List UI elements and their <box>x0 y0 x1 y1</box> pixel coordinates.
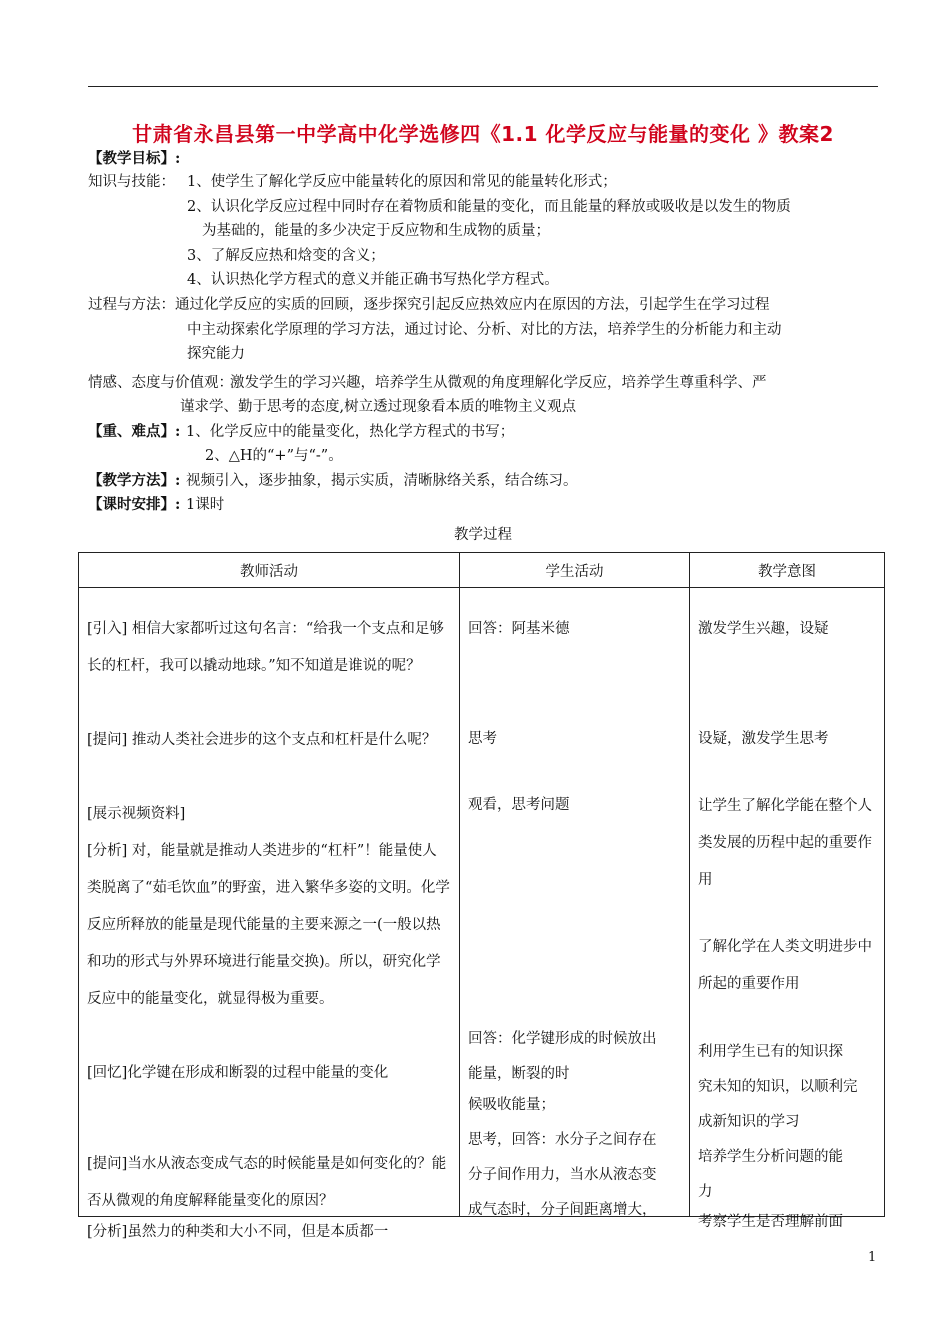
header-teaching-intent: 教学意图 <box>690 553 885 588</box>
method-text: 视频引入，逐步抽象，揭示实质，清晰脉络关系，结合练习。 <box>186 473 578 489</box>
intent-5-line-1: 利用学生已有的知识探 <box>698 1044 843 1060</box>
knowledge-item-1: 1、使学生了解化学反应中能量转化的原因和常见的能量转化形式； <box>187 174 617 190</box>
teacher-activity-cell <box>79 588 460 1240</box>
intent-2: 设疑，激发学生思考 <box>698 731 829 747</box>
student-activity-cell <box>460 588 690 1217</box>
header-student-activity: 学生活动 <box>460 553 690 588</box>
teacher-analysis-2: [分析]虽然力的种类和大小不同，但是本质都一 <box>87 1224 389 1240</box>
knowledge-label: 知识与技能： <box>88 174 175 190</box>
emotion-line-2: 谨求学、勤于思考的态度,树立透过现象看本质的唯物主义观点 <box>180 399 577 415</box>
student-answer-2-line-2: 能量，断裂的时 <box>468 1066 570 1082</box>
header-rule <box>88 86 878 87</box>
intent-6-line-2: 力 <box>698 1184 713 1200</box>
page-number: 1 <box>868 1250 877 1265</box>
student-answer-2-line-1: 回答：化学键形成的时候放出 <box>468 1031 657 1047</box>
process-label: 过程与方法： <box>88 297 175 313</box>
key-points-line-1: 1、化学反应中的能量变化，热化学方程式的书写； <box>186 424 515 440</box>
table-title: 教学过程 <box>454 527 512 543</box>
intent-4: 了解化学在人类文明进步中所起的重要作用 <box>698 939 872 992</box>
student-answer-3-line-1: 思考，回答：水分子之间存在 <box>468 1132 657 1148</box>
teacher-video: [展示视频资料] <box>87 806 186 822</box>
emotion-line-1: 激发学生的学习兴趣，培养学生从微观的角度理解化学反应，培养学生尊重科学、严 <box>230 375 767 391</box>
teacher-question-2: [提问]当水从液态变成气态的时候能量是如何变化的？能否从微观的角度解释能量变化的原因？ <box>87 1156 447 1209</box>
schedule-text: 1课时 <box>186 497 225 513</box>
teacher-analysis-1: [分析] 对，能量就是推动人类进步的“杠杆”！能量使人类脱离了“茹毛饮血”的野蛮，进入繁华多姿的文明。化学反应所释放的能量是现代能量的主要来源之一(一般以热和功的形式与外界环境进行能量交换)。所以，研究化学反应中的能量变化，就显得极为重要。 <box>87 843 450 1007</box>
key-points-line-2: 2、△H的“+”与“-”。 <box>205 448 343 464</box>
teacher-question-1: [提问] 推动人类社会进步的这个支点和杠杆是什么呢？ <box>87 732 437 748</box>
teaching-process-table <box>78 552 885 1240</box>
process-line-3: 探究能力 <box>187 346 245 362</box>
method-label: 【教学方法】: <box>88 472 181 489</box>
intent-7-line-1: 考察学生是否理解前面 <box>698 1214 843 1230</box>
intent-3: 让学生了解化学能在整个人类发展的历程中起的重要作用 <box>698 798 872 888</box>
document-title: 甘肃省永昌县第一中学高中化学选修四《1.1 化学反应与能量的变化 》教案2 <box>132 122 834 146</box>
knowledge-item-4: 4、认识热化学方程式的意义并能正确书写热化学方程式。 <box>187 272 559 288</box>
intent-5-line-2: 究未知的知识，以顺利完 <box>698 1079 858 1095</box>
student-answer-2-line-3: 候吸收能量； <box>468 1097 555 1113</box>
schedule-label: 【课时安排】: <box>88 496 181 513</box>
header-teacher-activity: 教师活动 <box>79 553 460 588</box>
emotion-label: 情感、态度与价值观： <box>88 375 233 391</box>
knowledge-item-2: 2、认识化学反应过程中同时存在着物质和能量的变化，而且能量的释放或吸收是以发生的物质 <box>187 199 791 215</box>
student-answer-3-line-2: 分子间作用力，当水从液态变 <box>468 1167 657 1183</box>
student-answer-1: 回答：阿基米德 <box>468 621 570 637</box>
objectives-heading: 【教学目标】: <box>88 150 181 167</box>
intent-1: 激发学生兴趣，设疑 <box>698 621 829 637</box>
teaching-intent-cell <box>690 588 885 1230</box>
student-watch: 观看，思考问题 <box>468 797 570 813</box>
student-answer-3-line-3: 成气态时，分子间距离增大， <box>468 1202 657 1218</box>
knowledge-item-2-cont: 为基础的，能量的多少决定于反应物和生成物的质量； <box>202 223 550 239</box>
teacher-recall: [回忆]化学键在形成和断裂的过程中能量的变化 <box>87 1065 389 1081</box>
intent-5-line-3: 成新知识的学习 <box>698 1114 800 1130</box>
student-think: 思考 <box>468 731 497 747</box>
intent-6-line-1: 培养学生分析问题的能 <box>698 1149 843 1165</box>
teacher-intro: [引入] 相信大家都听过这句名言：“给我一个支点和足够长的杠杆，我可以撬动地球。”知不知道是谁说的呢？ <box>87 621 444 674</box>
key-points-label: 【重、难点】: <box>88 423 181 440</box>
knowledge-item-3: 3、了解反应热和焓变的含义； <box>187 248 385 264</box>
process-line-2: 中主动探索化学原理的学习方法，通过讨论、分析、对比的方法，培养学生的分析能力和主动 <box>187 322 782 338</box>
process-line-1: 通过化学反应的实质的回顾，逐步探究引起反应热效应内在原因的方法，引起学生在学习过程 <box>175 297 770 313</box>
